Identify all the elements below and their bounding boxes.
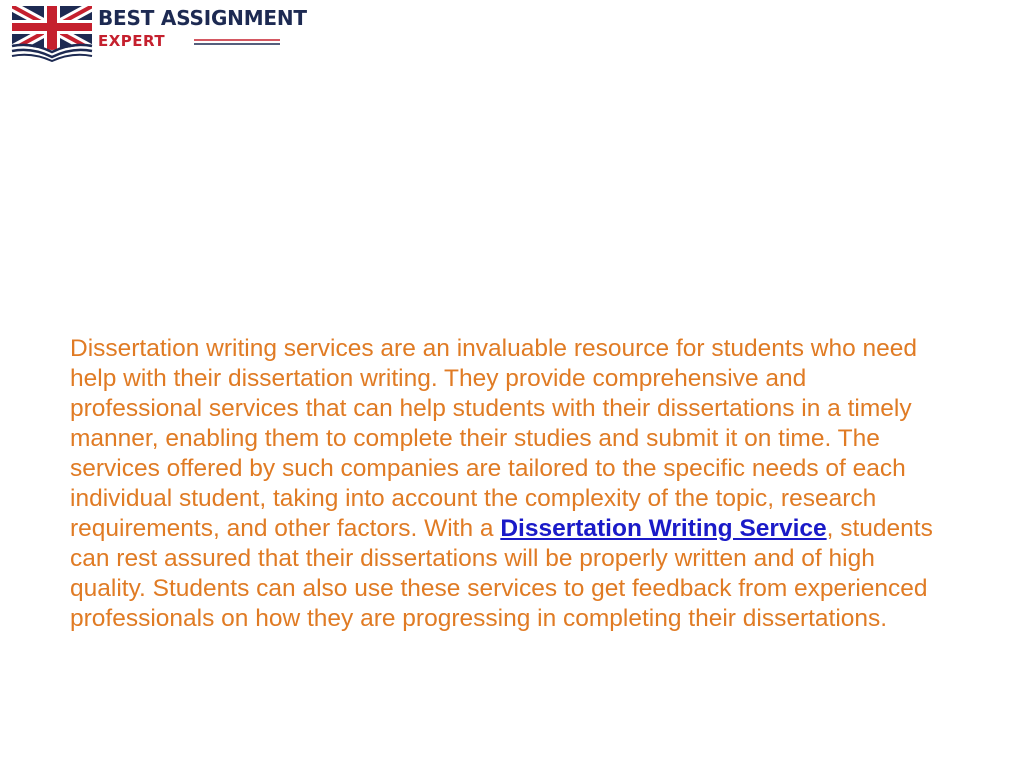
logo-title: BEST ASSIGNMENT [98,6,307,30]
brand-logo[interactable] [8,4,318,62]
paragraph-text-start: Dissertation writing services are an invaluable resource for students who need help with their dissertation writing. They provide comprehensive and professional services that can help students with their dissertations in a timely manner, enabling them to complete their studies and submit it on time. The services offered by such companies are tailored to the specific needs of each individual student, taking into account the complexity of the topic, research requirements, and other factors. With a [70,335,918,542]
uk-flag-book-icon [8,4,96,62]
logo-subtitle: EXPERT [98,32,166,50]
logo-decorative-lines [194,38,284,48]
body-paragraph [70,334,940,634]
dissertation-writing-service-link[interactable]: Dissertation Writing Service [500,515,827,542]
paragraph-text-end: , students can rest assured that their dissertations will be properly written and of high quality. Students can also use these services to get feedback from experienced professionals on how they are progressing in completing their dissertations. [70,515,933,632]
